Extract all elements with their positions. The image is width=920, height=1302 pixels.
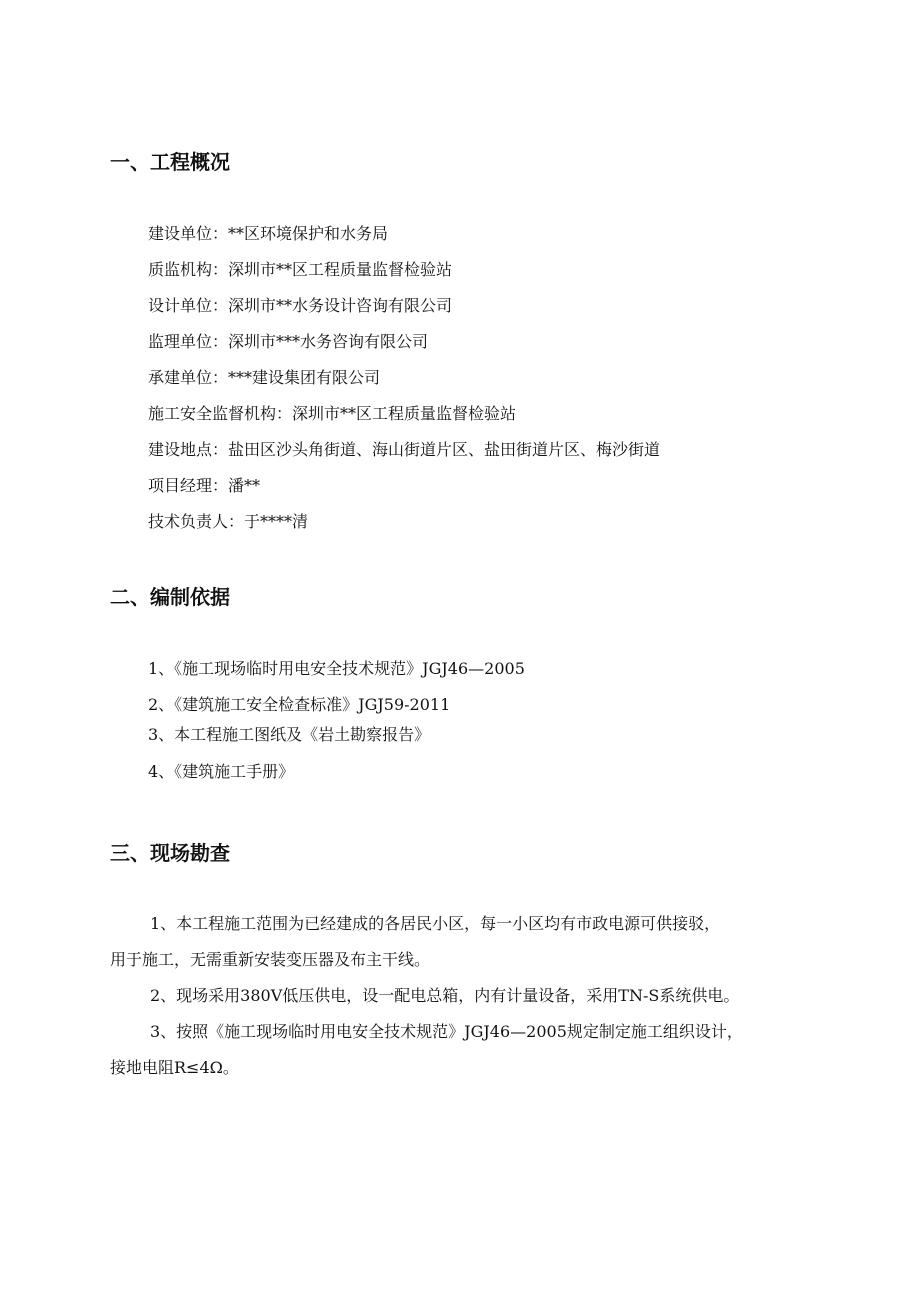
basis-item-2: 2、《建筑施工安全检查标准》JGJ59-2011 (148, 695, 451, 714)
info-construction-site: 建设地点：盐田区沙头角街道、海山街道片区、盐田街道片区、梅沙街道 (148, 440, 661, 459)
info-design-unit: 设计单位：深圳市**水务设计咨询有限公司 (148, 296, 453, 315)
info-supervision-unit: 监理单位：深圳市***水务咨询有限公司 (148, 332, 429, 351)
info-project-manager: 项目经理：潘** (148, 476, 261, 495)
info-quality-supervision: 质监机构：深圳市**区工程质量监督检验站 (148, 260, 453, 279)
section-heading-site-survey: 三、现场勘查 (110, 841, 230, 865)
basis-item-3: 3、本工程施工图纸及《岩土勘察报告》 (148, 725, 431, 744)
basis-item-1: 1、《施工现场临时用电安全技术规范》JGJ46—2005 (148, 659, 525, 678)
info-safety-supervision: 施工安全监督机构：深圳市**区工程质量监督检验站 (148, 404, 517, 423)
info-technical-lead: 技术负责人：于****清 (148, 512, 309, 531)
section-heading-basis: 二、编制依据 (110, 585, 230, 609)
section-heading-project-overview: 一、工程概况 (110, 150, 230, 174)
info-construction-unit: 建设单位：**区环境保护和水务局 (148, 224, 389, 243)
info-contractor: 承建单位：***建设集团有限公司 (148, 368, 381, 387)
survey-paragraph-3-line-2: 接地电阻R≤4Ω。 (110, 1058, 239, 1077)
survey-paragraph-2: 2、现场采用380V低压供电，设一配电总箱，内有计量设备，采用TN-S系统供电。 (150, 986, 740, 1005)
survey-paragraph-3-line-1: 3、按照《施工现场临时用电安全技术规范》JGJ46—2005规定制定施工组织设计， (150, 1022, 743, 1041)
survey-paragraph-1-line-1: 1、本工程施工范围为已经建成的各居民小区，每一小区均有市政电源可供接驳， (150, 914, 721, 933)
survey-paragraph-1-line-2: 用于施工，无需重新安装变压器及布主干线。 (110, 950, 431, 969)
basis-item-4: 4、《建筑施工手册》 (148, 762, 295, 781)
